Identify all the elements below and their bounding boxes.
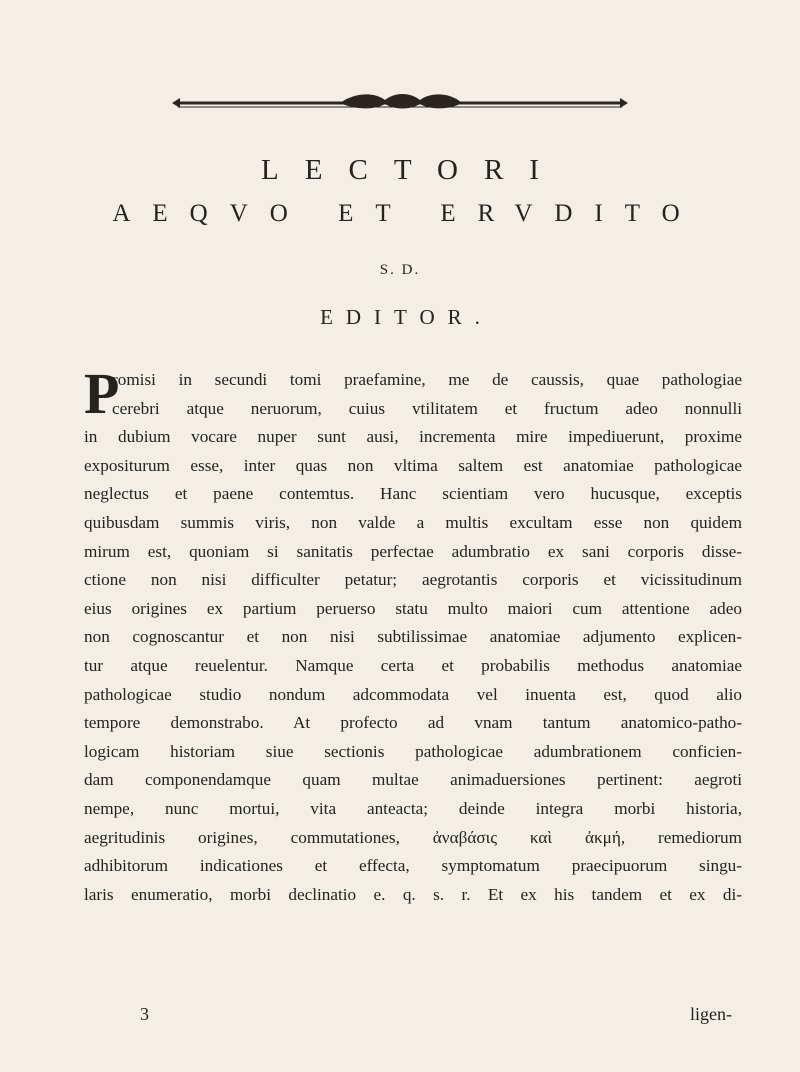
text-line: tempore demonstrabo. At profecto ad vnam tantum anatomico-patho-: [84, 713, 742, 733]
text-line: romisi in secundi tomi praefamine, me de caussis, quae pathologiae: [112, 370, 742, 389]
text-line: pathologicae studio nondum adcommodata vel inuenta est, quod alio: [84, 684, 742, 704]
text-line: cerebri atque neruorum, cuius vtilitatem et fructum adeo nonnulli: [112, 398, 742, 418]
catchword: ligen-: [690, 1004, 732, 1024]
heading-lectori: LECTORI: [261, 154, 565, 186]
text-line: ctione non nisi difficulter petatur; aegrotantis corporis et vicissitudinum: [84, 570, 742, 590]
text-line: in dubium vocare nuper sunt ausi, incrementa mire impediuerunt, proxime: [84, 427, 742, 447]
text-line: mirum est, quoniam si sanitatis perfectae adumbratio ex sani corporis disse-: [84, 541, 742, 561]
text-line: tur atque reuelentur. Namque certa et probabilis methodus anatomiae: [84, 655, 742, 675]
text-line: aegritudinis origines, commutationes, ἀναβάσις καὶ ἀκμή, remediorum: [84, 827, 742, 847]
text-line: nempe, nunc mortui, vita anteacta; deinde integra morbi historia,: [84, 798, 742, 818]
text-line: eius origines ex partium peruerso statu multo maiori cum attentione adeo: [84, 598, 742, 618]
heading-aequo-et-erudito: AEQVO ET ERVDITO: [112, 200, 702, 227]
text-line: quibusdam summis viris, non valde a multis excultam esse non quidem: [84, 512, 742, 532]
text-line: logicam historiam siue sectionis pathologicae adumbrationem conficien-: [84, 741, 742, 761]
heading-editor: EDITOR.: [320, 305, 493, 329]
text-line: adhibitorum indicationes et effecta, symptomatum praecipuorum singu-: [84, 856, 742, 876]
heading-salutem-dicit: S. D.: [379, 262, 421, 278]
drop-cap: P: [84, 361, 120, 426]
text-line: dam componendamque quam multae animaduersiones pertinent: aegroti: [84, 770, 742, 790]
signature-mark: 3: [140, 1004, 149, 1024]
headpiece-ornament: [170, 92, 630, 114]
text-line: non cognoscantur et non nisi subtilissimae anatomiae adjumento explicen-: [84, 627, 742, 647]
text-line: neglectus et paene contemtus. Hanc scientiam vero hucusque, exceptis: [84, 484, 742, 504]
body-text: [84, 361, 742, 909]
text-line: expositurum esse, inter quas non vltima saltem est anatomiae pathologicae: [84, 455, 742, 475]
text-line: laris enumeratio, morbi declinatio e. q. s. r. Et ex his tandem et ex di-: [84, 884, 742, 904]
